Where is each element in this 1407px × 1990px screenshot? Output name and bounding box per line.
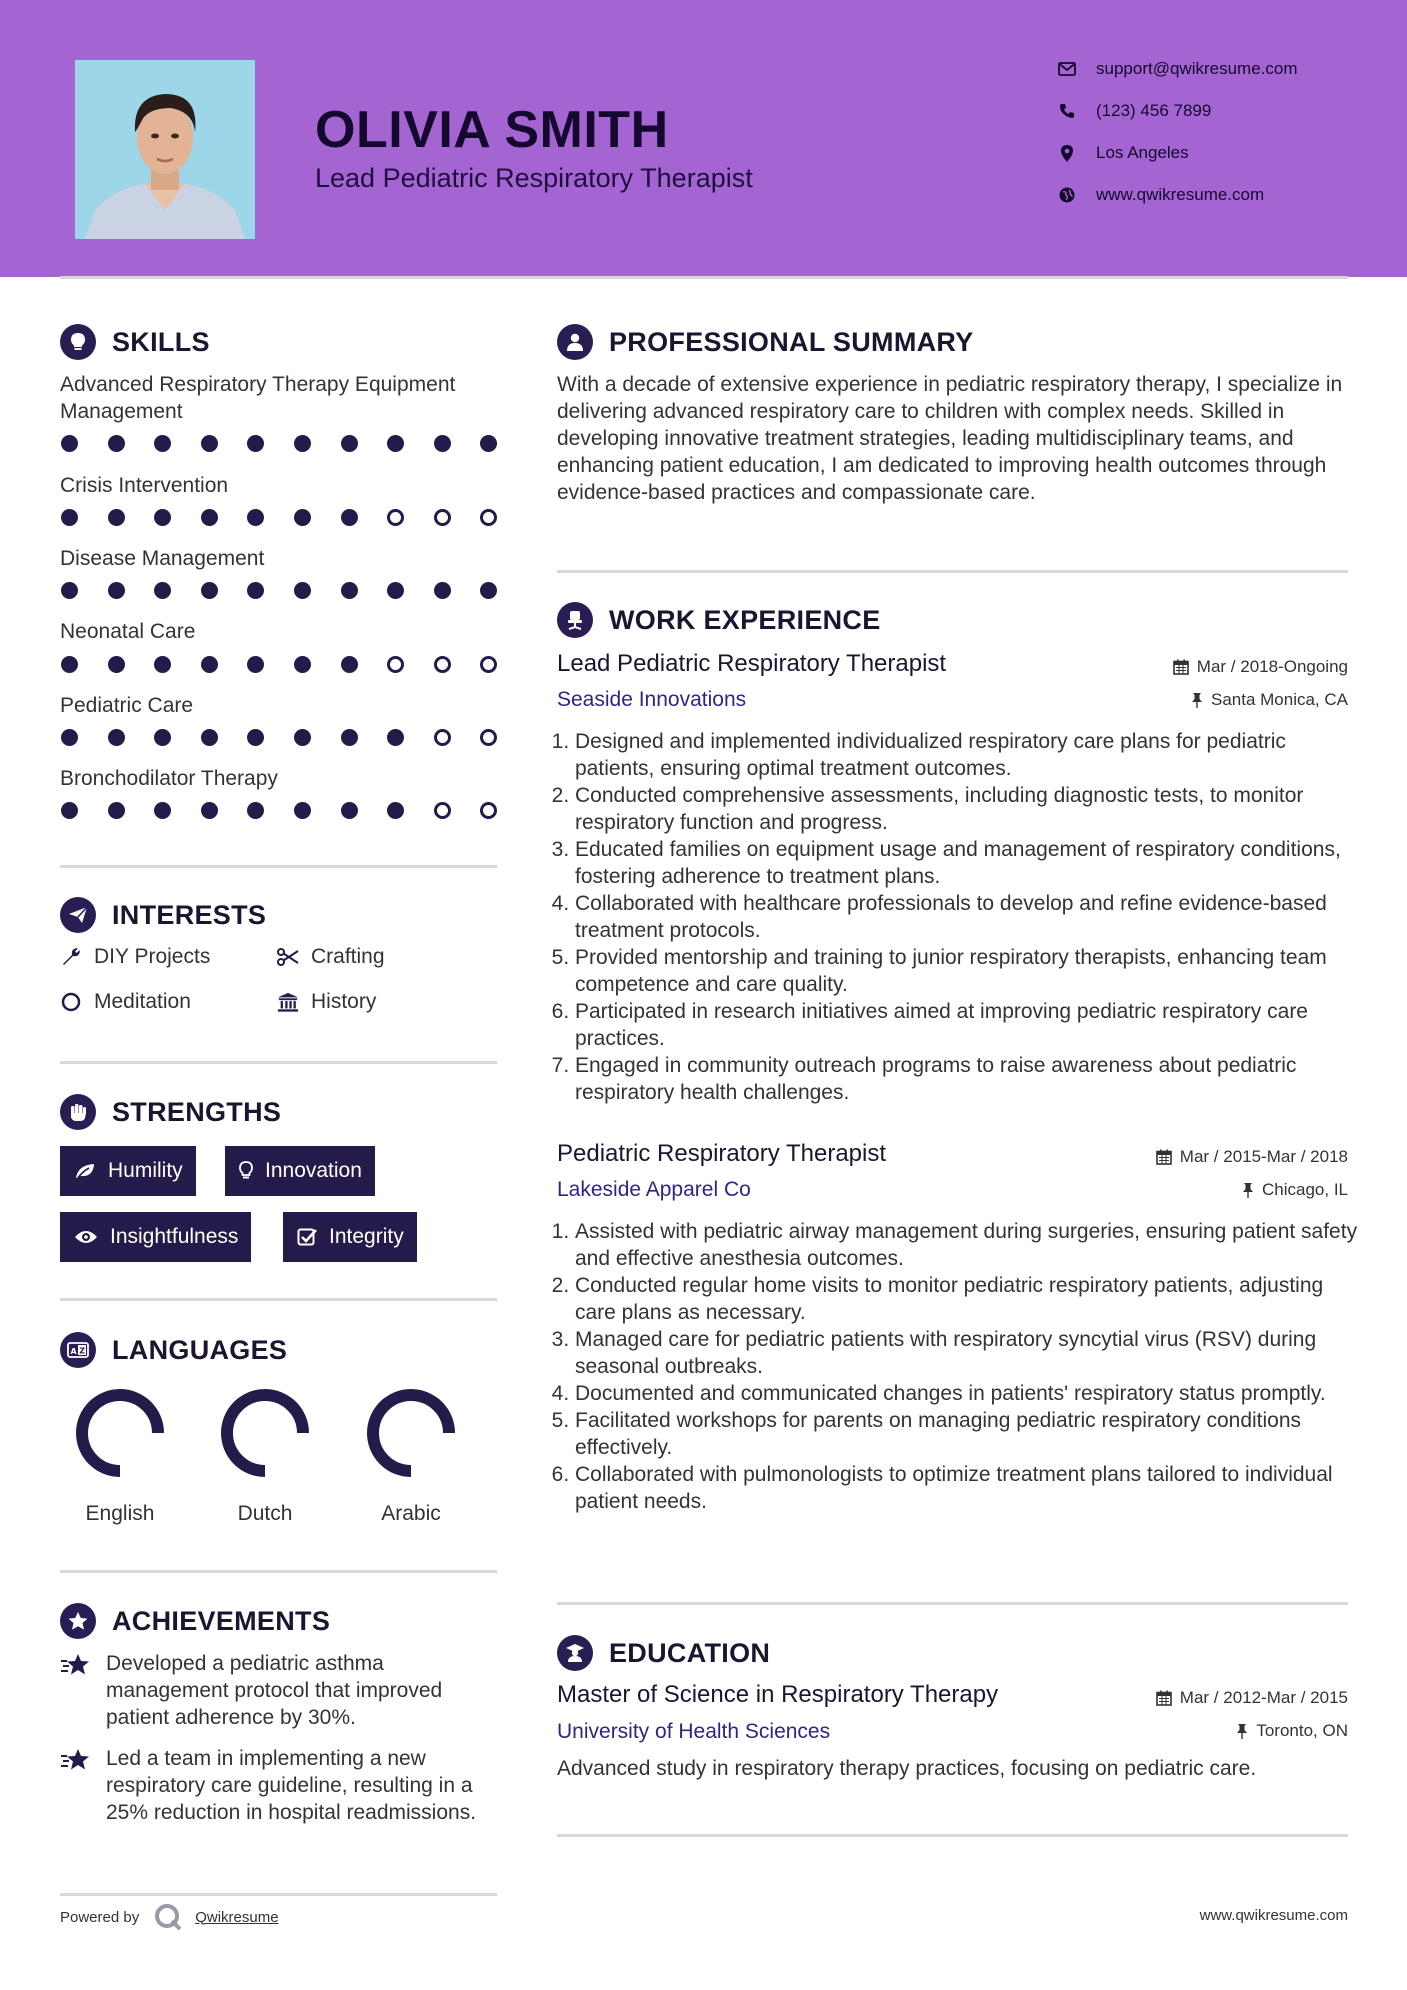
paper-plane-icon	[60, 897, 96, 933]
section-divider	[557, 1834, 1348, 1837]
skill-dot	[480, 582, 497, 599]
language-ring-arc	[373, 1395, 449, 1471]
skill-dot	[387, 656, 404, 673]
school-name: University of Health Sciences	[557, 1720, 831, 1743]
skill-dot	[341, 435, 358, 452]
skill-dot	[480, 802, 497, 819]
star-icon	[60, 1650, 92, 1731]
candidate-name: OLIVIA SMITH	[315, 101, 669, 159]
skill-name: Disease Management	[60, 547, 265, 570]
skill-dot	[201, 729, 218, 746]
calendar-icon	[1156, 1149, 1172, 1165]
website-text: www.qwikresume.com	[1096, 185, 1265, 204]
skill-dot	[434, 802, 451, 819]
summary-text: With a decade of extensive experience in pediatric respiratory therapy, I specialize in delivering advanced respiratory care to children with complex needs. Skilled in developing innovative treatment strategies, leading multidisciplinary teams, and enhancing patient education, I am dedicated to improving health outcomes through evidence-based practices and compassionate care.	[557, 373, 1343, 504]
star-icon	[60, 1745, 92, 1826]
languages-title: LANGUAGES	[112, 1334, 288, 1365]
svg-text:Z: Z	[79, 1346, 86, 1356]
skill-rating	[61, 582, 527, 599]
job-dates: Mar / 2018-Ongoing	[1000, 657, 1348, 677]
skill-dot	[247, 582, 264, 599]
skill-dot	[247, 435, 264, 452]
skill-name: Bronchodilator Therapy	[60, 767, 278, 790]
section-divider	[60, 1570, 497, 1573]
skill-dot	[434, 435, 451, 452]
wrench-icon	[60, 947, 82, 967]
contact-phone[interactable]	[1052, 96, 1211, 126]
bullet-item: 4. Documented and communicated changes in patients' respiratory status promptly.	[575, 1380, 1367, 1407]
summary-title: PROFESSIONAL SUMMARY	[609, 326, 974, 357]
skill-dot	[154, 509, 171, 526]
experience-title: WORK EXPERIENCE	[609, 604, 881, 635]
eye-icon	[74, 1229, 98, 1245]
education-heading	[557, 1633, 770, 1673]
graduate-icon	[557, 1635, 593, 1671]
skill-name: Neonatal Care	[60, 620, 196, 643]
skill-dot	[61, 802, 78, 819]
summary-heading	[557, 322, 974, 362]
skill-dot	[61, 582, 78, 599]
languages-heading	[60, 1330, 287, 1370]
svg-text:A: A	[70, 1347, 77, 1356]
interests-heading	[60, 895, 266, 935]
skill-dot	[108, 802, 125, 819]
skill-dot	[247, 802, 264, 819]
job-title: Pediatric Respiratory Therapist	[557, 1140, 887, 1167]
skill-dot	[294, 729, 311, 746]
skill-dot	[108, 509, 125, 526]
bullet-item: 3. Educated families on equipment usage and management of respiratory conditions, fostering adherence to treatment plans.	[575, 836, 1367, 890]
translate-icon	[60, 1332, 96, 1368]
skill-dot	[201, 582, 218, 599]
fist-icon	[60, 1094, 96, 1130]
pushpin-icon	[1191, 692, 1203, 708]
contact-website[interactable]	[1052, 180, 1264, 210]
skill-dot	[294, 582, 311, 599]
education-title: EDUCATION	[609, 1637, 771, 1668]
skill-dot	[154, 435, 171, 452]
skill-dot	[294, 656, 311, 673]
qwikresume-link[interactable]: Qwikresume	[195, 1908, 279, 1926]
language-ring	[70, 1383, 170, 1483]
skill-dot	[480, 509, 497, 526]
map-pin-icon	[1052, 145, 1082, 162]
pushpin-icon	[1236, 1723, 1248, 1739]
skill-dot	[61, 656, 78, 673]
envelope-icon	[1052, 62, 1082, 76]
leaf-icon	[74, 1162, 96, 1180]
bullet-item: 5. Provided mentorship and training to junior respiratory therapists, enhancing team competence and care quality.	[575, 944, 1367, 998]
degree-title: Master of Science in Respiratory Therapy	[557, 1681, 999, 1708]
section-divider	[60, 1298, 497, 1301]
skill-dot	[387, 435, 404, 452]
section-divider	[60, 865, 497, 868]
skill-dot	[294, 509, 311, 526]
phone-text: (123) 456 7899	[1096, 101, 1212, 120]
job-location: Santa Monica, CA	[1000, 690, 1348, 710]
bullet-item: 2. Conducted comprehensive assessments, including diagnostic tests, to monitor respiratory function and progress.	[575, 782, 1367, 836]
skill-dot	[434, 582, 451, 599]
language-item	[346, 1383, 476, 1526]
skill-dot	[61, 435, 78, 452]
skill-dot	[387, 582, 404, 599]
museum-icon	[277, 991, 299, 1013]
skill-dot	[154, 656, 171, 673]
skill-dot	[247, 509, 264, 526]
skill-dot	[387, 509, 404, 526]
bullet-item: 1. Designed and implemented individualized respiratory care plans for pediatric patients, ensuring optimal treatment outcomes.	[575, 728, 1367, 782]
check-square-icon	[297, 1227, 317, 1247]
skill-dot	[341, 729, 358, 746]
scissors-icon	[277, 948, 299, 966]
skill-rating	[61, 802, 527, 819]
skill-dot	[434, 509, 451, 526]
skill-dot	[294, 802, 311, 819]
strength-tag: Innovation	[225, 1146, 375, 1196]
email-text: support@qwikresume.com	[1096, 59, 1298, 78]
job-location: Chicago, IL	[1000, 1180, 1348, 1200]
language-ring	[215, 1383, 315, 1483]
lightbulb-icon	[239, 1161, 253, 1181]
bullet-item: 5. Facilitated workshops for parents on managing pediatric respiratory conditions effectively.	[575, 1407, 1367, 1461]
user-icon	[557, 324, 593, 360]
language-label: Arabic	[381, 1502, 441, 1525]
skill-name: Advanced Respiratory Therapy Equipment Management	[60, 373, 456, 423]
language-item	[55, 1383, 185, 1526]
skill-rating	[61, 656, 527, 673]
lightbulb-icon	[60, 324, 96, 360]
achievements-heading	[60, 1601, 330, 1641]
skill-dot	[341, 802, 358, 819]
language-item	[200, 1383, 330, 1526]
skill-dot	[387, 729, 404, 746]
bullet-item: 7. Engaged in community outreach programs to raise awareness about pediatric respiratory health challenges.	[575, 1052, 1367, 1106]
strength-tag: Insightfulness	[60, 1212, 251, 1262]
skill-dot	[108, 656, 125, 673]
achievements-title: ACHIEVEMENTS	[112, 1605, 331, 1636]
calendar-icon	[1173, 659, 1189, 675]
job-bullets	[557, 728, 1367, 1106]
language-label: English	[85, 1502, 155, 1525]
skill-dot	[154, 729, 171, 746]
interest-item: DIY Projects	[60, 945, 210, 969]
interest-item: Crafting	[277, 945, 385, 969]
interests-title: INTERESTS	[112, 899, 267, 930]
interest-item: History	[277, 990, 376, 1014]
bullet-item: 1. Assisted with pediatric airway management during surgeries, ensuring patient safety and effective anesthesia outcomes.	[575, 1218, 1367, 1272]
section-divider	[60, 1061, 497, 1064]
pushpin-icon	[1242, 1182, 1254, 1198]
language-ring-arc	[227, 1395, 303, 1471]
powered-by: Powered by Qwikresume	[60, 1900, 279, 1934]
experience-heading	[557, 600, 881, 640]
job-dates: Mar / 2015-Mar / 2018	[1000, 1147, 1348, 1167]
skill-rating	[61, 729, 527, 746]
bullet-item: 4. Collaborated with healthcare professionals to develop and refine evidence-based treatment protocols.	[575, 890, 1367, 944]
skill-dot	[108, 435, 125, 452]
skill-dot	[434, 656, 451, 673]
education-description: Advanced study in respiratory therapy practices, focusing on pediatric care.	[557, 1757, 1257, 1780]
qwikresume-logo-icon	[153, 1902, 183, 1932]
location-text: Los Angeles	[1096, 143, 1189, 162]
globe-icon	[1052, 187, 1082, 203]
skill-rating	[61, 509, 527, 526]
skill-dot	[341, 509, 358, 526]
skill-dot	[61, 729, 78, 746]
company-name: Seaside Innovations	[557, 688, 747, 711]
bullet-item: 2. Conducted regular home visits to monitor pediatric respiratory patients, adjusting care plans as necessary.	[575, 1272, 1367, 1326]
language-ring	[361, 1383, 461, 1483]
skill-rating	[61, 435, 527, 452]
contact-email[interactable]	[1052, 54, 1298, 84]
skill-name: Pediatric Care	[60, 694, 194, 717]
skill-dot	[201, 802, 218, 819]
skill-dot	[341, 656, 358, 673]
skill-dot	[154, 582, 171, 599]
skill-dot	[294, 435, 311, 452]
skill-dot	[247, 656, 264, 673]
skill-dot	[61, 509, 78, 526]
section-divider	[557, 570, 1348, 573]
circle-icon	[60, 992, 82, 1012]
profile-photo	[75, 60, 255, 239]
calendar-icon	[1156, 1690, 1172, 1706]
header-divider	[60, 276, 1348, 279]
language-ring-arc	[82, 1395, 158, 1471]
section-divider	[60, 1893, 497, 1896]
skill-name: Crisis Intervention	[60, 474, 229, 497]
skill-dot	[108, 729, 125, 746]
strength-tag: Humility	[60, 1146, 196, 1196]
skill-dot	[201, 435, 218, 452]
footer-website[interactable]: www.qwikresume.com	[1199, 1907, 1348, 1924]
skills-title: SKILLS	[112, 326, 210, 357]
section-divider	[557, 1602, 1348, 1605]
skill-dot	[154, 802, 171, 819]
skill-dot	[341, 582, 358, 599]
education-location: Toronto, ON	[1000, 1721, 1348, 1741]
job-title: Lead Pediatric Respiratory Therapist	[557, 650, 947, 677]
strengths-title: STRENGTHS	[112, 1096, 282, 1127]
bullet-item: 3. Managed care for pediatric patients with respiratory syncytial virus (RSV) during seasonal outbreaks.	[575, 1326, 1367, 1380]
strength-tag: Integrity	[283, 1212, 417, 1262]
job-bullets	[557, 1218, 1367, 1515]
skills-heading	[60, 322, 210, 362]
achievement-item: Developed a pediatric asthma management protocol that improved patient adherence by 30%.	[60, 1650, 496, 1731]
skill-dot	[201, 509, 218, 526]
language-label: Dutch	[237, 1502, 293, 1525]
strengths-heading	[60, 1092, 281, 1132]
candidate-title: Lead Pediatric Respiratory Therapist	[315, 163, 753, 193]
bullet-item: 6. Collaborated with pulmonologists to optimize treatment plans tailored to individual patient needs.	[575, 1461, 1367, 1515]
skill-dot	[480, 656, 497, 673]
phone-icon	[1052, 103, 1082, 119]
bullet-item: 6. Participated in research initiatives aimed at improving pediatric respiratory care practices.	[575, 998, 1367, 1052]
interest-item: Meditation	[60, 990, 191, 1014]
star-badge-icon	[60, 1603, 96, 1639]
skill-dot	[434, 729, 451, 746]
skill-dot	[247, 729, 264, 746]
skill-dot	[480, 435, 497, 452]
skill-dot	[108, 582, 125, 599]
skill-dot	[201, 656, 218, 673]
contact-location	[1052, 138, 1189, 168]
skill-dot	[480, 729, 497, 746]
company-name: Lakeside Apparel Co	[557, 1178, 751, 1201]
office-chair-icon	[557, 602, 593, 638]
skill-dot	[387, 802, 404, 819]
education-dates: Mar / 2012-Mar / 2015	[1000, 1688, 1348, 1708]
achievement-item: Led a team in implementing a new respiratory care guideline, resulting in a 25% reduction in hospital readmissions.	[60, 1745, 496, 1826]
